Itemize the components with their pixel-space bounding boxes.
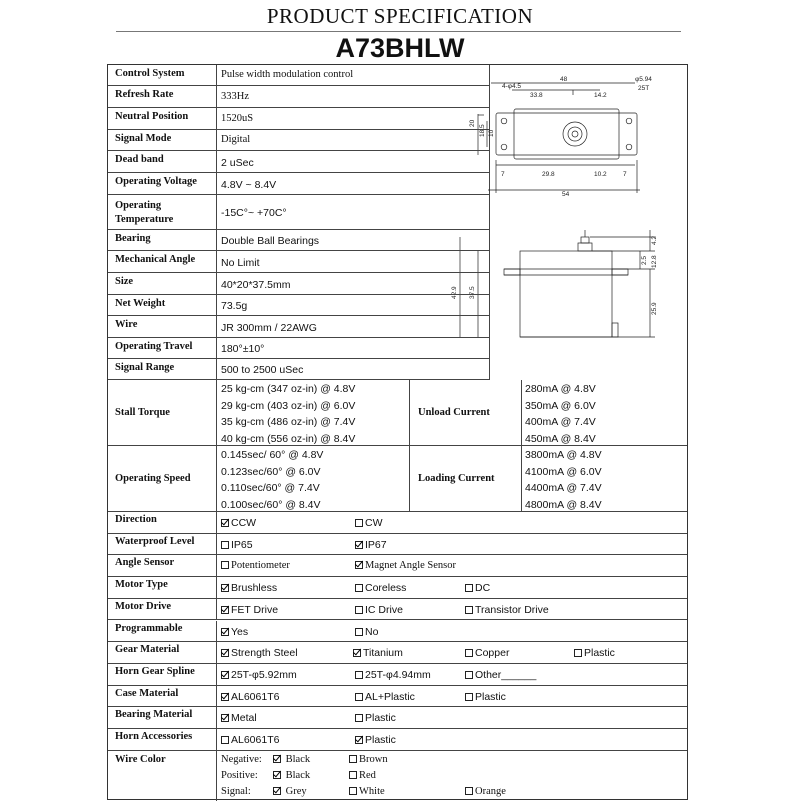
spec-value: 4.8V ~ 8.4V <box>221 178 277 191</box>
spec-row <box>108 86 489 108</box>
option-item[interactable] <box>221 647 298 659</box>
option-item[interactable] <box>221 669 297 681</box>
option-label: Horn Gear Spline <box>108 664 217 685</box>
operating-speed-row-right-value: 4100mA @ 6.0V <box>525 465 602 478</box>
spec-row <box>108 251 489 273</box>
spec-row <box>108 273 489 295</box>
spec-value: No Limit <box>221 256 260 269</box>
spec-value: 40*20*37.5mm <box>221 278 291 291</box>
wire-name: Negative: <box>221 753 262 765</box>
option-text: Magnet Angle Sensor <box>365 560 456 572</box>
option-label: Angle Sensor <box>108 555 217 576</box>
spec-label: Mechanical Angle <box>108 251 217 272</box>
checked-box-icon[interactable] <box>221 584 229 592</box>
operating-speed-row-label: Operating Speed <box>108 446 217 511</box>
wire-option[interactable] <box>273 754 310 765</box>
svg-text:4-φ4.5: 4-φ4.5 <box>502 83 522 90</box>
spec-value: 333Hz <box>221 90 249 102</box>
stall-torque-row-value: 35 kg-cm (486 oz-in) @ 7.4V <box>221 416 356 428</box>
option-item[interactable] <box>355 669 431 681</box>
option-text: 25T-φ4.94mm <box>365 668 431 681</box>
wire-option[interactable] <box>349 786 385 797</box>
stall-torque-row-right-label: Unload Current <box>418 406 490 418</box>
option-row <box>108 534 687 556</box>
operating-speed-row-divider <box>409 446 410 512</box>
option-label: Motor Drive <box>108 599 217 620</box>
unchecked-box-icon[interactable] <box>355 714 363 722</box>
unchecked-box-icon[interactable] <box>221 541 229 549</box>
option-row <box>108 686 687 708</box>
operating-speed-row-divider <box>521 446 522 512</box>
wire-option-text: Grey <box>283 785 307 797</box>
option-text: DC <box>475 582 491 595</box>
option-item[interactable] <box>355 517 383 529</box>
spec-label: Control System <box>108 65 217 85</box>
svg-text:2.5: 2.5 <box>641 255 648 265</box>
checked-box-icon[interactable] <box>221 714 229 722</box>
checked-box-icon[interactable] <box>221 519 229 527</box>
unchecked-box-icon[interactable] <box>221 736 229 744</box>
checked-box-icon[interactable] <box>221 671 229 679</box>
svg-text:25.9: 25.9 <box>651 302 658 315</box>
option-row <box>108 621 687 643</box>
dimension-drawing-cell <box>451 65 687 380</box>
stall-torque-row-value: 25 kg-cm (347 oz-in) @ 4.8V <box>221 383 356 395</box>
svg-text:54: 54 <box>562 191 570 198</box>
svg-text:7: 7 <box>623 171 627 178</box>
option-item[interactable] <box>221 734 279 746</box>
option-item[interactable] <box>465 582 490 594</box>
spec-label: Operating Temperature <box>108 195 217 229</box>
wire-name: Positive: <box>221 769 258 781</box>
unchecked-box-icon[interactable] <box>465 671 473 679</box>
checked-box-icon[interactable] <box>221 693 229 701</box>
unchecked-box-icon[interactable] <box>221 561 229 569</box>
spec-label: Signal Range <box>108 359 217 379</box>
option-text: Plastic <box>365 734 396 746</box>
stall-torque-row-divider <box>521 380 522 446</box>
checked-box-icon[interactable] <box>221 628 229 636</box>
checked-box-icon[interactable] <box>221 606 229 614</box>
checked-box-icon[interactable] <box>355 736 363 744</box>
top-view-drawing <box>469 76 652 198</box>
stall-torque-row-value: 40 kg-cm (556 oz-in) @ 8.4V <box>221 432 356 445</box>
stall-torque-row-label: Stall Torque <box>108 380 217 445</box>
wire-option-text: Black <box>283 753 311 765</box>
unchecked-box-icon[interactable] <box>465 787 473 795</box>
option-item[interactable] <box>221 539 253 551</box>
option-text: IP67 <box>365 538 387 551</box>
option-item[interactable] <box>221 712 257 724</box>
spec-value: Pulse width modulation control <box>221 69 354 80</box>
operating-speed-row <box>108 446 687 512</box>
spec-label: Neutral Position <box>108 108 217 129</box>
wire-color-row <box>108 751 687 801</box>
operating-speed-row-value: 0.123sec/60° @ 6.0V <box>221 465 321 478</box>
unchecked-box-icon[interactable] <box>355 519 363 527</box>
svg-text:42.9: 42.9 <box>451 286 458 299</box>
svg-text:φ5.94: φ5.94 <box>635 76 652 83</box>
svg-text:10.2: 10.2 <box>594 171 607 178</box>
option-text: Other______ <box>475 668 537 681</box>
wire-option[interactable] <box>273 786 307 797</box>
svg-text:10: 10 <box>488 129 495 137</box>
spec-row <box>108 173 489 195</box>
spec-value: 73.5g <box>221 300 248 312</box>
option-text: Metal <box>231 712 257 725</box>
option-row <box>108 729 687 751</box>
option-label: Bearing Material <box>108 707 217 728</box>
operating-speed-row-value: 0.110sec/60° @ 7.4V <box>221 482 320 494</box>
wire-option-text: White <box>359 785 385 797</box>
option-item[interactable] <box>221 582 277 594</box>
option-item[interactable] <box>465 669 536 681</box>
option-item[interactable] <box>465 604 549 616</box>
wire-option-text: Black <box>283 769 311 781</box>
stall-torque-row-right-value: 400mA @ 7.4V <box>525 416 596 428</box>
option-item[interactable] <box>355 712 396 724</box>
spec-row <box>108 230 489 251</box>
wire-option[interactable] <box>349 770 376 781</box>
spec-label: Operating Voltage <box>108 173 217 194</box>
spec-row <box>108 359 489 380</box>
option-text: Yes <box>231 625 249 638</box>
option-item[interactable] <box>221 560 290 571</box>
svg-text:12.8: 12.8 <box>651 255 658 268</box>
spec-value: JR 300mm / 22AWG <box>221 321 317 334</box>
spec-value: 500 to 2500 uSec <box>221 364 304 376</box>
checked-box-icon[interactable] <box>273 787 281 795</box>
option-label: Motor Type <box>108 577 217 598</box>
option-text: Potentiometer <box>231 560 290 572</box>
spec-label: Wire <box>108 316 217 337</box>
wire-option-text: Orange <box>475 785 506 797</box>
unchecked-box-icon[interactable] <box>574 649 582 657</box>
wire-option-text: Red <box>359 769 376 781</box>
option-text: Coreless <box>365 582 407 595</box>
spec-value: 1520uS <box>221 112 254 124</box>
spec-label: Operating Travel <box>108 338 217 358</box>
option-item[interactable] <box>355 560 456 571</box>
spec-row <box>108 151 489 173</box>
option-text: FET Drive <box>231 603 279 616</box>
option-text: IC Drive <box>365 603 403 616</box>
option-item[interactable] <box>355 626 378 638</box>
operating-speed-row-value: 0.145sec/ 60° @ 4.8V <box>221 449 324 461</box>
operating-speed-row-right-value: 3800mA @ 4.8V <box>525 449 602 461</box>
unchecked-box-icon[interactable] <box>465 649 473 657</box>
option-text: CW <box>365 517 383 529</box>
option-item[interactable] <box>355 539 387 551</box>
servo-dimension-drawing <box>451 65 686 380</box>
unchecked-box-icon[interactable] <box>355 606 363 614</box>
wire-color-label: Wire Color <box>108 751 217 801</box>
option-text: Plastic <box>584 647 615 660</box>
spec-row <box>108 195 489 230</box>
option-item[interactable] <box>221 626 248 638</box>
checked-box-icon[interactable] <box>273 755 281 763</box>
checked-box-icon[interactable] <box>273 771 281 779</box>
spec-value: -15C°~ +70C° <box>221 207 287 219</box>
option-label: Case Material <box>108 686 217 707</box>
option-text: AL+Plastic <box>365 690 415 703</box>
option-item[interactable] <box>221 517 256 529</box>
spec-value: 180°±10° <box>221 343 265 355</box>
option-label: Direction <box>108 512 217 533</box>
unchecked-box-icon[interactable] <box>355 693 363 701</box>
specification-table <box>107 64 688 800</box>
option-text: Strength Steel <box>231 647 298 660</box>
option-row <box>108 599 687 621</box>
operating-speed-row-value: 0.100sec/60° @ 8.4V <box>221 498 321 511</box>
stall-torque-row-right-value: 280mA @ 4.8V <box>525 383 596 395</box>
option-label: Horn Accessories <box>108 729 217 750</box>
spec-label: Bearing <box>108 230 217 250</box>
option-row <box>108 642 687 664</box>
spec-value: Double Ball Bearings <box>221 235 320 247</box>
option-item[interactable] <box>221 691 279 703</box>
spec-row <box>108 338 489 359</box>
spec-row <box>108 295 489 316</box>
option-text: Titanium <box>363 647 403 660</box>
unchecked-box-icon[interactable] <box>465 606 473 614</box>
svg-text:29.8: 29.8 <box>542 171 555 178</box>
option-row <box>108 512 687 534</box>
wire-option[interactable] <box>273 770 310 781</box>
option-item[interactable] <box>355 604 403 616</box>
svg-text:7: 7 <box>501 171 505 178</box>
option-label: Programmable <box>108 621 217 642</box>
option-text: Copper <box>475 647 510 660</box>
checked-box-icon[interactable] <box>221 649 229 657</box>
title-divider <box>116 31 681 32</box>
option-text: No <box>365 625 379 638</box>
option-item[interactable] <box>355 691 415 703</box>
spec-label: Net Weight <box>108 295 217 315</box>
svg-text:37.5: 37.5 <box>469 286 476 299</box>
spec-label: Dead band <box>108 151 217 172</box>
wire-option[interactable] <box>465 786 506 797</box>
unchecked-box-icon[interactable] <box>465 584 473 592</box>
option-text: 25T-φ5.92mm <box>231 668 297 681</box>
operating-speed-row-right-value: 4400mA @ 7.4V <box>525 482 602 494</box>
wire-option[interactable] <box>349 754 388 765</box>
svg-text:25T: 25T <box>638 85 650 92</box>
page-title: PRODUCT SPECIFICATION <box>266 4 534 28</box>
svg-text:18.5: 18.5 <box>479 124 486 137</box>
model-name: A73BHLW <box>335 33 465 63</box>
option-text: CCW <box>231 517 257 529</box>
stall-torque-row-right-value: 350mA @ 6.0V <box>525 399 596 412</box>
option-item[interactable] <box>465 691 506 703</box>
option-item[interactable] <box>574 647 615 659</box>
wire-option-text: Brown <box>359 753 388 765</box>
svg-text:4.2: 4.2 <box>651 235 658 245</box>
option-text: AL6061T6 <box>231 690 280 703</box>
spec-label: Signal Mode <box>108 130 217 150</box>
stall-torque-row-value: 29 kg-cm (403 oz-in) @ 6.0V <box>221 399 356 412</box>
option-item[interactable] <box>353 647 403 659</box>
spec-value: Digital <box>221 134 251 145</box>
option-text: Plastic <box>475 690 506 703</box>
operating-speed-row-right-label: Loading Current <box>418 472 495 484</box>
checked-box-icon[interactable] <box>353 649 361 657</box>
option-row <box>108 577 687 599</box>
option-label: Gear Material <box>108 642 217 663</box>
spec-row <box>108 65 489 86</box>
option-text: IP65 <box>231 538 253 551</box>
option-label: Waterproof Level <box>108 534 217 555</box>
option-item[interactable] <box>465 647 509 659</box>
option-item[interactable] <box>221 604 278 616</box>
spec-row <box>108 130 489 151</box>
checked-box-icon[interactable] <box>355 561 363 569</box>
checked-box-icon[interactable] <box>355 541 363 549</box>
unchecked-box-icon[interactable] <box>349 771 357 779</box>
unchecked-box-icon[interactable] <box>355 584 363 592</box>
option-item[interactable] <box>355 734 396 746</box>
option-row <box>108 707 687 729</box>
option-text: Transistor Drive <box>475 603 549 616</box>
svg-text:14.2: 14.2 <box>594 92 607 99</box>
unchecked-box-icon[interactable] <box>349 787 357 795</box>
svg-text:20: 20 <box>469 119 476 127</box>
option-text: Brushless <box>231 582 278 595</box>
svg-text:48: 48 <box>560 76 568 83</box>
operating-speed-row-right-value: 4800mA @ 8.4V <box>525 498 602 511</box>
stall-torque-row-divider <box>409 380 410 446</box>
spec-row <box>108 108 489 130</box>
spec-row <box>108 316 489 338</box>
unchecked-box-icon[interactable] <box>465 693 473 701</box>
unchecked-box-icon[interactable] <box>355 671 363 679</box>
spec-label: Size <box>108 273 217 294</box>
spec-value: 2 uSec <box>221 156 254 169</box>
stall-torque-row-right-value: 450mA @ 8.4V <box>525 432 596 445</box>
option-row <box>108 555 687 577</box>
option-item[interactable] <box>355 582 406 594</box>
unchecked-box-icon[interactable] <box>349 755 357 763</box>
svg-text:33.8: 33.8 <box>530 92 543 99</box>
option-text: AL6061T6 <box>231 734 280 746</box>
stall-torque-row <box>108 380 687 446</box>
unchecked-box-icon[interactable] <box>355 628 363 636</box>
option-row <box>108 664 687 686</box>
option-text: Plastic <box>365 712 396 725</box>
wire-name: Signal: <box>221 785 251 797</box>
spec-label: Refresh Rate <box>108 86 217 107</box>
